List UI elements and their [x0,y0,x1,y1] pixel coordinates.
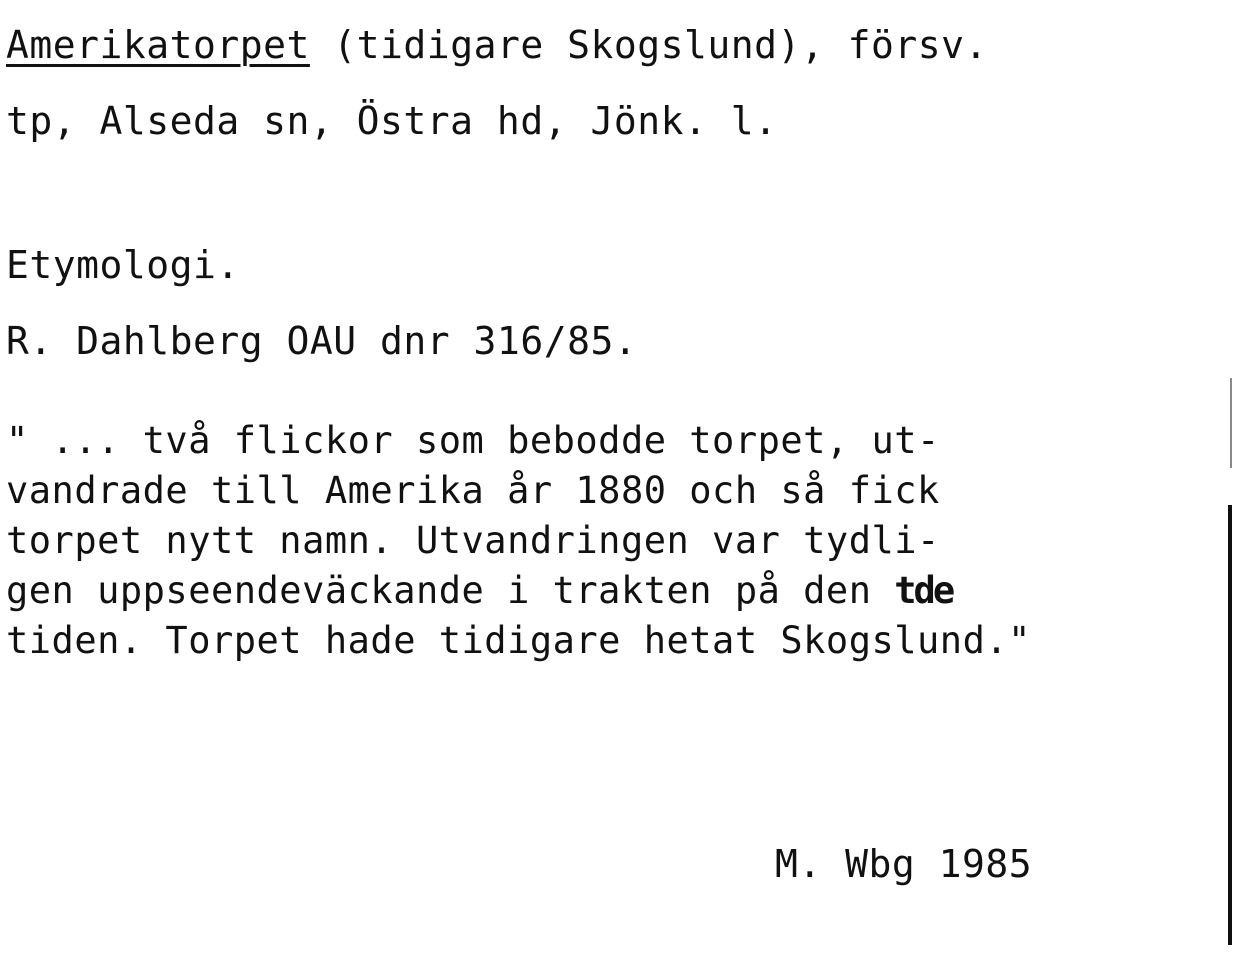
section-title: Etymologi. [6,243,240,287]
quote-line-4-text: gen uppseendeväckande i trakten på den [6,569,895,612]
title-line-1 [6,23,988,67]
card-edge-mark-upper [1230,378,1232,468]
quote-line-4 [6,569,953,612]
overstruck-word: tde [894,569,953,612]
card-edge-mark-lower [1228,505,1232,945]
quote-line-2: vandrade till Amerika år 1880 och så fick [6,469,940,512]
title-line-1-rest: (tidigare Skogslund), försv. [309,23,988,67]
quote-line-5: tiden. Torpet hade tidigare hetat Skogslund." [6,619,1031,662]
quote-line-3: torpet nytt namn. Utvandringen var tydli- [6,519,940,562]
headword: Amerikatorpet [6,23,310,67]
quote-line-1: " ... två flickor som bebodde torpet, ut- [6,419,940,462]
title-line-2: tp, Alseda sn, Östra hd, Jönk. l. [6,99,778,143]
signature: M. Wbg 1985 [775,842,1033,886]
reference-line: R. Dahlberg OAU dnr 316/85. [6,319,638,363]
